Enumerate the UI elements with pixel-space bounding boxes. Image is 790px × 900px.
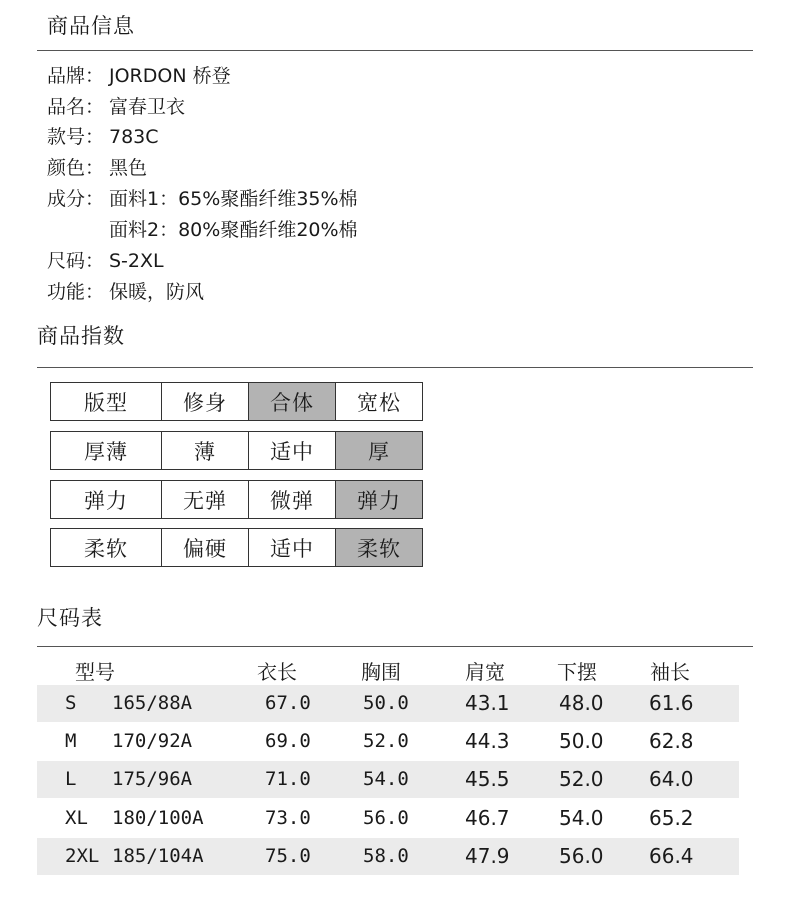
spec-cell: 165/88A — [112, 692, 193, 714]
sleeve-cell: 61.6 — [649, 691, 694, 715]
header-chest: 胸围 — [361, 660, 401, 684]
spec-cell: 185/104A — [112, 845, 204, 867]
index-name: 弹力 — [51, 481, 162, 519]
table-row — [37, 761, 739, 798]
shoulder-cell: 45.5 — [465, 767, 510, 791]
size-chart-title: 尺码表 — [37, 606, 103, 630]
hem-cell: 48.0 — [559, 691, 604, 715]
info-value: JORDON 桥登 — [109, 65, 231, 87]
index-name: 柔软 — [51, 529, 162, 567]
chest-cell: 58.0 — [363, 845, 409, 867]
index-table — [50, 528, 423, 567]
info-row — [47, 95, 185, 119]
header-length: 衣长 — [257, 660, 297, 684]
info-value: 黑色 — [109, 157, 148, 179]
info-value: S-2XL — [109, 250, 164, 272]
index-option: 微弹 — [249, 481, 336, 519]
length-cell: 67.0 — [265, 692, 311, 714]
divider — [37, 367, 753, 368]
index-option: 无弹 — [162, 481, 249, 519]
header-sleeve: 袖长 — [650, 660, 690, 684]
index-table — [50, 480, 423, 519]
shoulder-cell: 44.3 — [465, 729, 510, 753]
hem-cell: 52.0 — [559, 767, 604, 791]
table-row — [37, 723, 739, 760]
info-label: 尺码： — [47, 250, 105, 272]
info-row — [47, 218, 358, 242]
spec-cell: 170/92A — [112, 730, 193, 752]
product-index-title: 商品指数 — [37, 324, 125, 348]
index-name: 厚薄 — [51, 432, 162, 470]
info-row — [47, 156, 147, 180]
info-label: 品名： — [47, 96, 105, 118]
info-value: 富春卫衣 — [109, 96, 186, 118]
size-cell: S — [65, 692, 77, 714]
length-cell: 71.0 — [265, 768, 311, 790]
hem-cell: 56.0 — [559, 844, 604, 868]
header-hem: 下摆 — [557, 660, 597, 684]
chest-cell: 52.0 — [363, 730, 409, 752]
divider — [37, 646, 753, 647]
size-cell: XL — [65, 807, 88, 829]
index-option: 适中 — [249, 529, 336, 567]
info-row — [47, 187, 358, 211]
info-label: 款号： — [47, 126, 105, 148]
header-model: 型号 — [75, 660, 115, 684]
info-label: 颜色： — [47, 157, 105, 179]
index-option-selected: 合体 — [249, 383, 336, 421]
hem-cell: 54.0 — [559, 806, 604, 830]
index-option-selected: 厚 — [336, 432, 423, 470]
sleeve-cell: 66.4 — [649, 844, 694, 868]
info-row — [47, 280, 204, 304]
length-cell: 75.0 — [265, 845, 311, 867]
chest-cell: 56.0 — [363, 807, 409, 829]
info-value: 保暖，防风 — [109, 281, 205, 303]
size-cell: M — [65, 730, 77, 752]
chest-cell: 50.0 — [363, 692, 409, 714]
index-option: 宽松 — [336, 383, 423, 421]
sleeve-cell: 64.0 — [649, 767, 694, 791]
shoulder-cell: 43.1 — [465, 691, 510, 715]
table-row — [37, 800, 739, 837]
table-row — [37, 685, 739, 722]
index-table — [50, 431, 423, 470]
shoulder-cell: 46.7 — [465, 806, 510, 830]
chest-cell: 54.0 — [363, 768, 409, 790]
header-shoulder: 肩宽 — [465, 660, 505, 684]
table-row — [37, 838, 739, 875]
info-row — [47, 64, 231, 88]
index-option-selected: 弹力 — [336, 481, 423, 519]
size-cell: L — [65, 768, 77, 790]
info-label: 品牌： — [47, 65, 105, 87]
length-cell: 69.0 — [265, 730, 311, 752]
index-name: 版型 — [51, 383, 162, 421]
length-cell: 73.0 — [265, 807, 311, 829]
info-label: 成分： — [47, 188, 105, 210]
info-row — [47, 125, 159, 149]
product-info-title: 商品信息 — [47, 14, 135, 38]
hem-cell: 50.0 — [559, 729, 604, 753]
index-option: 修身 — [162, 383, 249, 421]
spec-cell: 175/96A — [112, 768, 193, 790]
index-option-selected: 柔软 — [336, 529, 423, 567]
sleeve-cell: 62.8 — [649, 729, 694, 753]
spec-cell: 180/100A — [112, 807, 204, 829]
index-option: 偏硬 — [162, 529, 249, 567]
index-option: 适中 — [249, 432, 336, 470]
info-label: 功能： — [47, 281, 105, 303]
divider — [37, 50, 753, 51]
index-table — [50, 382, 423, 421]
size-cell: 2XL — [65, 845, 100, 867]
sleeve-cell: 65.2 — [649, 806, 694, 830]
info-row — [47, 249, 164, 273]
shoulder-cell: 47.9 — [465, 844, 510, 868]
info-value: 783C — [109, 126, 159, 148]
index-option: 薄 — [162, 432, 249, 470]
info-value: 面料1：65%聚酯纤维35%棉 — [109, 188, 358, 210]
info-value: 面料2：80%聚酯纤维20%棉 — [109, 219, 358, 241]
